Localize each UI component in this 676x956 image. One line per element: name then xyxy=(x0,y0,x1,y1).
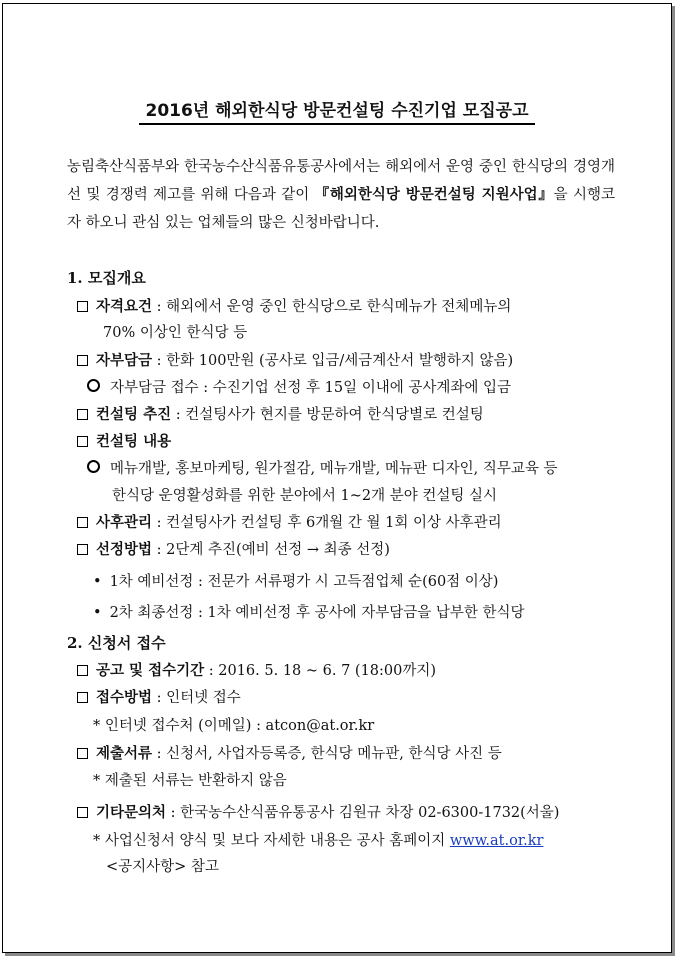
consulting-process-item: 컨설팅 추진 : 컨설팅사가 현지를 방문하여 한식당별로 컨설팅 xyxy=(77,403,484,424)
method-item: 접수방법 : 인터넷 접수 xyxy=(77,686,241,707)
contact-note: * 사업신청서 양식 및 보다 자세한 내용은 공사 홈페이지 www.at.or.kr xyxy=(93,833,544,849)
checkbox-square-icon xyxy=(77,436,88,447)
program-name: 『해외한식당 방문컨설팅 지원사업』 xyxy=(314,186,554,203)
checkbox-square-icon xyxy=(77,692,88,703)
selection-step-1: • 1차 예비선정 : 전문가 서류평가 시 고득점업체 순(60점 이상) xyxy=(93,574,499,590)
intro-paragraph: 농림축산식품부와 한국농수산식품유통공사에서는 해외에서 운영 중인 한식당의 경영개선 및 경쟁력 제고를 위해 다음과 같이 『해외한식당 방문컨설팅 지원사업』을 시행코자 하오니 관심 있는 업체들의 많은 신청바랍니다. xyxy=(67,159,615,231)
section-1-heading: 1. 모집개요 xyxy=(67,269,146,287)
checkbox-square-icon xyxy=(77,544,88,555)
contact-note-continued: <공지사항> 참고 xyxy=(106,859,219,875)
qualification-item: 자격요건 : 해외에서 운영 중인 한식당으로 한식메뉴가 전체메뉴의 xyxy=(77,295,511,316)
bullet-dot-icon: • xyxy=(93,574,102,590)
selection-step-2: • 2차 최종선정 : 1차 예비선정 후 공사에 자부담금을 납부한 한식당 xyxy=(93,605,525,621)
section-2-heading: 2. 신청서 접수 xyxy=(67,634,166,652)
checkbox-square-icon xyxy=(77,355,88,366)
aftercare-item: 사후관리 : 컨설팅사가 컨설팅 후 6개월 간 월 1회 이상 사후관리 xyxy=(77,511,502,532)
documents-note: * 제출된 서류는 반환하지 않음 xyxy=(93,773,287,789)
method-note: * 인터넷 접수처 (이메일) : atcon@at.or.kr xyxy=(93,718,375,734)
bullet-dot-icon: • xyxy=(93,605,102,621)
consulting-content-item: 컨설팅 내용 xyxy=(77,430,171,451)
checkbox-square-icon xyxy=(77,409,88,420)
period-item: 공고 및 접수기간 : 2016. 5. 18 ~ 6. 7 (18:00까지) xyxy=(77,659,436,680)
consulting-content-subitem: 메뉴개발, 홍보마케팅, 원가절감, 메뉴개발, 메뉴판 디자인, 직무교육 등 xyxy=(87,457,558,478)
consulting-content-continued: 한식당 운영활성화를 위한 분야에서 1~2개 분야 컨설팅 실시 xyxy=(112,488,498,504)
documents-item: 제출서류 : 신청서, 사업자등록증, 한식당 메뉴판, 한식당 사진 등 xyxy=(77,742,502,763)
selection-method-item: 선정방법 : 2단계 추진(예비 선정 → 최종 선정) xyxy=(77,538,390,559)
contact-item: 기타문의처 : 한국농수산식품유통공사 김원규 차장 02-6300-1732(서울) xyxy=(77,801,559,822)
circle-bullet-icon xyxy=(87,379,100,392)
fee-subitem: 자부담금 접수 : 수진기업 선정 후 15일 이내에 공사계좌에 입금 xyxy=(87,376,511,397)
homepage-link[interactable]: www.at.or.kr xyxy=(449,833,544,849)
checkbox-square-icon xyxy=(77,748,88,759)
document-page xyxy=(2,3,672,953)
circle-bullet-icon xyxy=(87,460,100,473)
checkbox-square-icon xyxy=(77,517,88,528)
fee-item: 자부담금 : 한화 100만원 (공사로 입금/세금계산서 발행하지 않음) xyxy=(77,349,513,370)
checkbox-square-icon xyxy=(77,665,88,676)
checkbox-square-icon xyxy=(77,807,88,818)
page-title: 2016년 해외한식당 방문컨설팅 수진기업 모집공고 xyxy=(3,96,671,121)
checkbox-square-icon xyxy=(77,301,88,312)
qualification-continued: 70% 이상인 한식당 등 xyxy=(103,325,248,341)
